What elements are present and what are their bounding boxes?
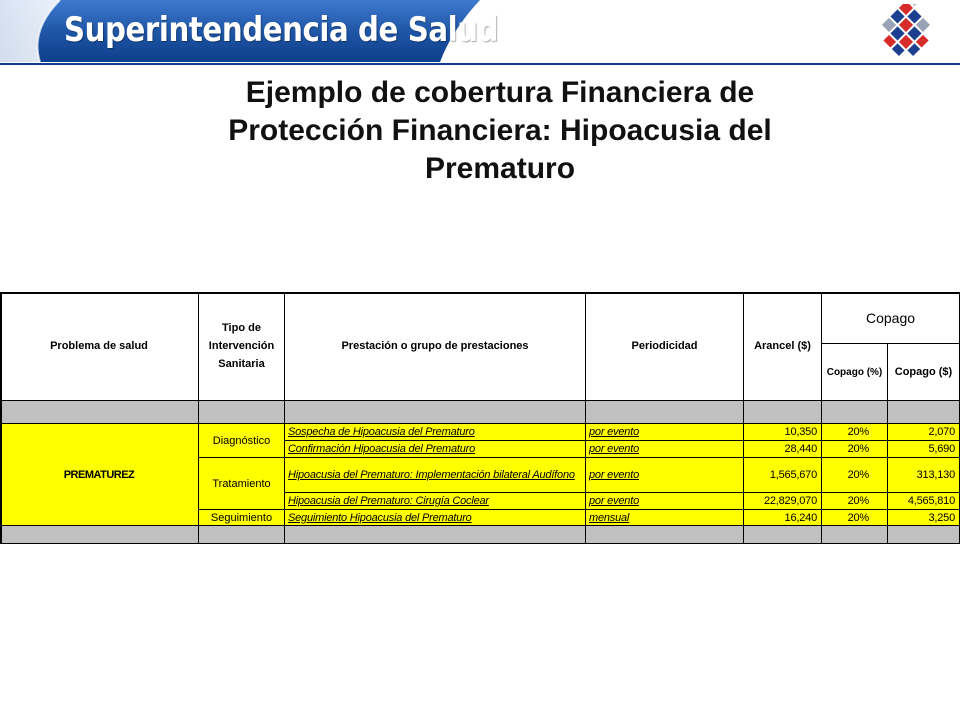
table-top-border xyxy=(0,292,960,294)
brand-name: Superintendencia de Salud xyxy=(64,10,499,50)
separator-cell xyxy=(744,526,822,544)
row-copago: 313,130 xyxy=(888,458,960,493)
separator-cell xyxy=(744,401,822,424)
row-copago: 3,250 xyxy=(888,510,960,526)
row-arancel: 22,829,070 xyxy=(744,493,822,510)
row-arancel: 1,565,670 xyxy=(744,458,822,493)
row-prestacion: Confirmación Hipoacusia del Prematuro xyxy=(285,441,586,458)
table-left-border xyxy=(0,292,2,544)
row-periodicidad: por evento xyxy=(586,493,744,510)
separator-cell xyxy=(822,526,888,544)
row-prestacion: Seguimiento Hipoacusia del Prematuro xyxy=(285,510,586,526)
header-copago-pct: Copago (%) xyxy=(822,344,888,401)
separator-cell xyxy=(0,401,199,424)
title-line-3: Prematuro xyxy=(424,152,576,185)
tipo-tratamiento-cell: Tratamiento xyxy=(199,458,285,510)
separator-cell xyxy=(586,401,744,424)
row-periodicidad: por evento xyxy=(586,424,744,441)
row-periodicidad: por evento xyxy=(586,441,744,458)
header-prestacion: Prestación o grupo de prestaciones xyxy=(285,292,586,401)
header-problema: Problema de salud xyxy=(0,292,199,401)
header-copago: Copago xyxy=(822,292,960,344)
banner-divider xyxy=(0,63,960,65)
title-line-2: Protección Financiera: Hipoacusia del xyxy=(228,114,772,147)
header-arancel: Arancel ($) xyxy=(744,292,822,401)
separator-cell xyxy=(586,526,744,544)
row-copago: 2,070 xyxy=(888,424,960,441)
row-copago-pct: 20% xyxy=(822,458,888,493)
row-copago-pct: 20% xyxy=(822,510,888,526)
row-arancel: 16,240 xyxy=(744,510,822,526)
row-periodicidad: mensual xyxy=(586,510,744,526)
header-banner xyxy=(0,0,960,66)
separator-cell xyxy=(285,401,586,424)
separator-cell xyxy=(888,526,960,544)
separator-cell xyxy=(888,401,960,424)
header-periodicidad: Periodicidad xyxy=(586,292,744,401)
row-prestacion: Sospecha de Hipoacusia del Prematuro xyxy=(285,424,586,441)
separator-cell xyxy=(285,526,586,544)
row-prestacion: Hipoacusia del Prematuro: Implementación bilateral Audífono xyxy=(285,458,586,493)
tipo-diagnostico-cell: Diagnóstico xyxy=(199,424,285,458)
slide-title xyxy=(100,74,900,188)
row-arancel: 10,350 xyxy=(744,424,822,441)
row-copago-pct: 20% xyxy=(822,441,888,458)
row-arancel: 28,440 xyxy=(744,441,822,458)
row-copago-pct: 20% xyxy=(822,493,888,510)
header-tipo-line-1: Tipo de xyxy=(222,322,261,334)
coverage-table xyxy=(0,292,960,544)
row-copago-pct: 20% xyxy=(822,424,888,441)
separator-cell xyxy=(199,401,285,424)
header-tipo-line-3: Sanitaria xyxy=(218,358,265,370)
header-tipo-intervencion xyxy=(199,292,285,401)
title-line-1: Ejemplo de cobertura Financiera de xyxy=(245,76,755,109)
row-copago: 4,565,810 xyxy=(888,493,960,510)
superintendencia-cube-logo-icon xyxy=(870,4,942,60)
separator-cell xyxy=(199,526,285,544)
problema-cell: PREMATUREZ xyxy=(0,424,199,526)
separator-cell xyxy=(0,526,199,544)
row-periodicidad: por evento xyxy=(586,458,744,493)
row-copago: 5,690 xyxy=(888,441,960,458)
header-copago-amount: Copago ($) xyxy=(888,344,960,401)
row-prestacion: Hipoacusia del Prematuro: Cirugía Coclear xyxy=(285,493,586,510)
tipo-seguimiento-cell: Seguimiento xyxy=(199,510,285,526)
header-tipo-line-2: Intervención xyxy=(208,340,275,352)
separator-cell xyxy=(822,401,888,424)
